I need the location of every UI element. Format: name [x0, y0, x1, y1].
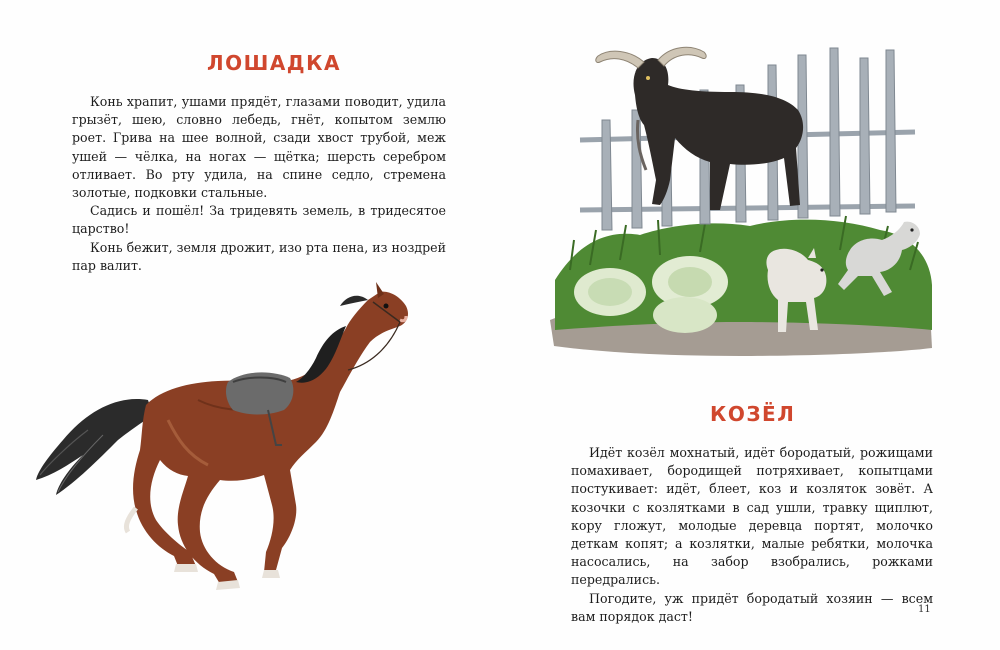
left-page-title: ЛОШАДКА: [207, 51, 341, 75]
paragraph: Идёт козёл мохнатый, идёт бородатый, рожищами помахивает, бородищей потряхивает, копытцами постукивает: идёт, блеет, коз и козляток зовёт. А козочки с козлятками в сад ушли, травку щиплют, кору гложут, молодые деревца портят, молочко деткам копят; а козлятки, малые ребятки, молочка насосались, на забор взобрались, рожками передрались.: [571, 445, 933, 588]
right-page-title: КОЗЁЛ: [710, 402, 796, 426]
paragraph: Погодите, уж придёт бородатый хозяин — всем вам порядок даст!: [571, 590, 933, 624]
page-number: 11: [918, 604, 931, 615]
left-page-text: [72, 93, 446, 275]
right-page-text: [571, 444, 933, 626]
paragraph: Конь храпит, ушами прядёт, глазами поводит, удила грызёт, шею, словно лебедь, гнёт, копытом землю роет. Грива на шее волной, сзади хвост трубой, меж ушей — чёлка, на ногах — щётка; шерсть серебром отливает. Во рту удила, на спине седло, стремена золотые, подковки стальные.: [72, 94, 446, 201]
right-page: [500, 0, 1000, 650]
paragraph: Конь бежит, земля дрожит, изо рта пена, из ноздрей пар валит.: [72, 239, 446, 273]
horse-illustration: [28, 270, 428, 600]
goat-illustration: [540, 30, 940, 360]
paragraph: Садись и пошёл! За тридевять земель, в тридесятое царство!: [72, 203, 446, 237]
